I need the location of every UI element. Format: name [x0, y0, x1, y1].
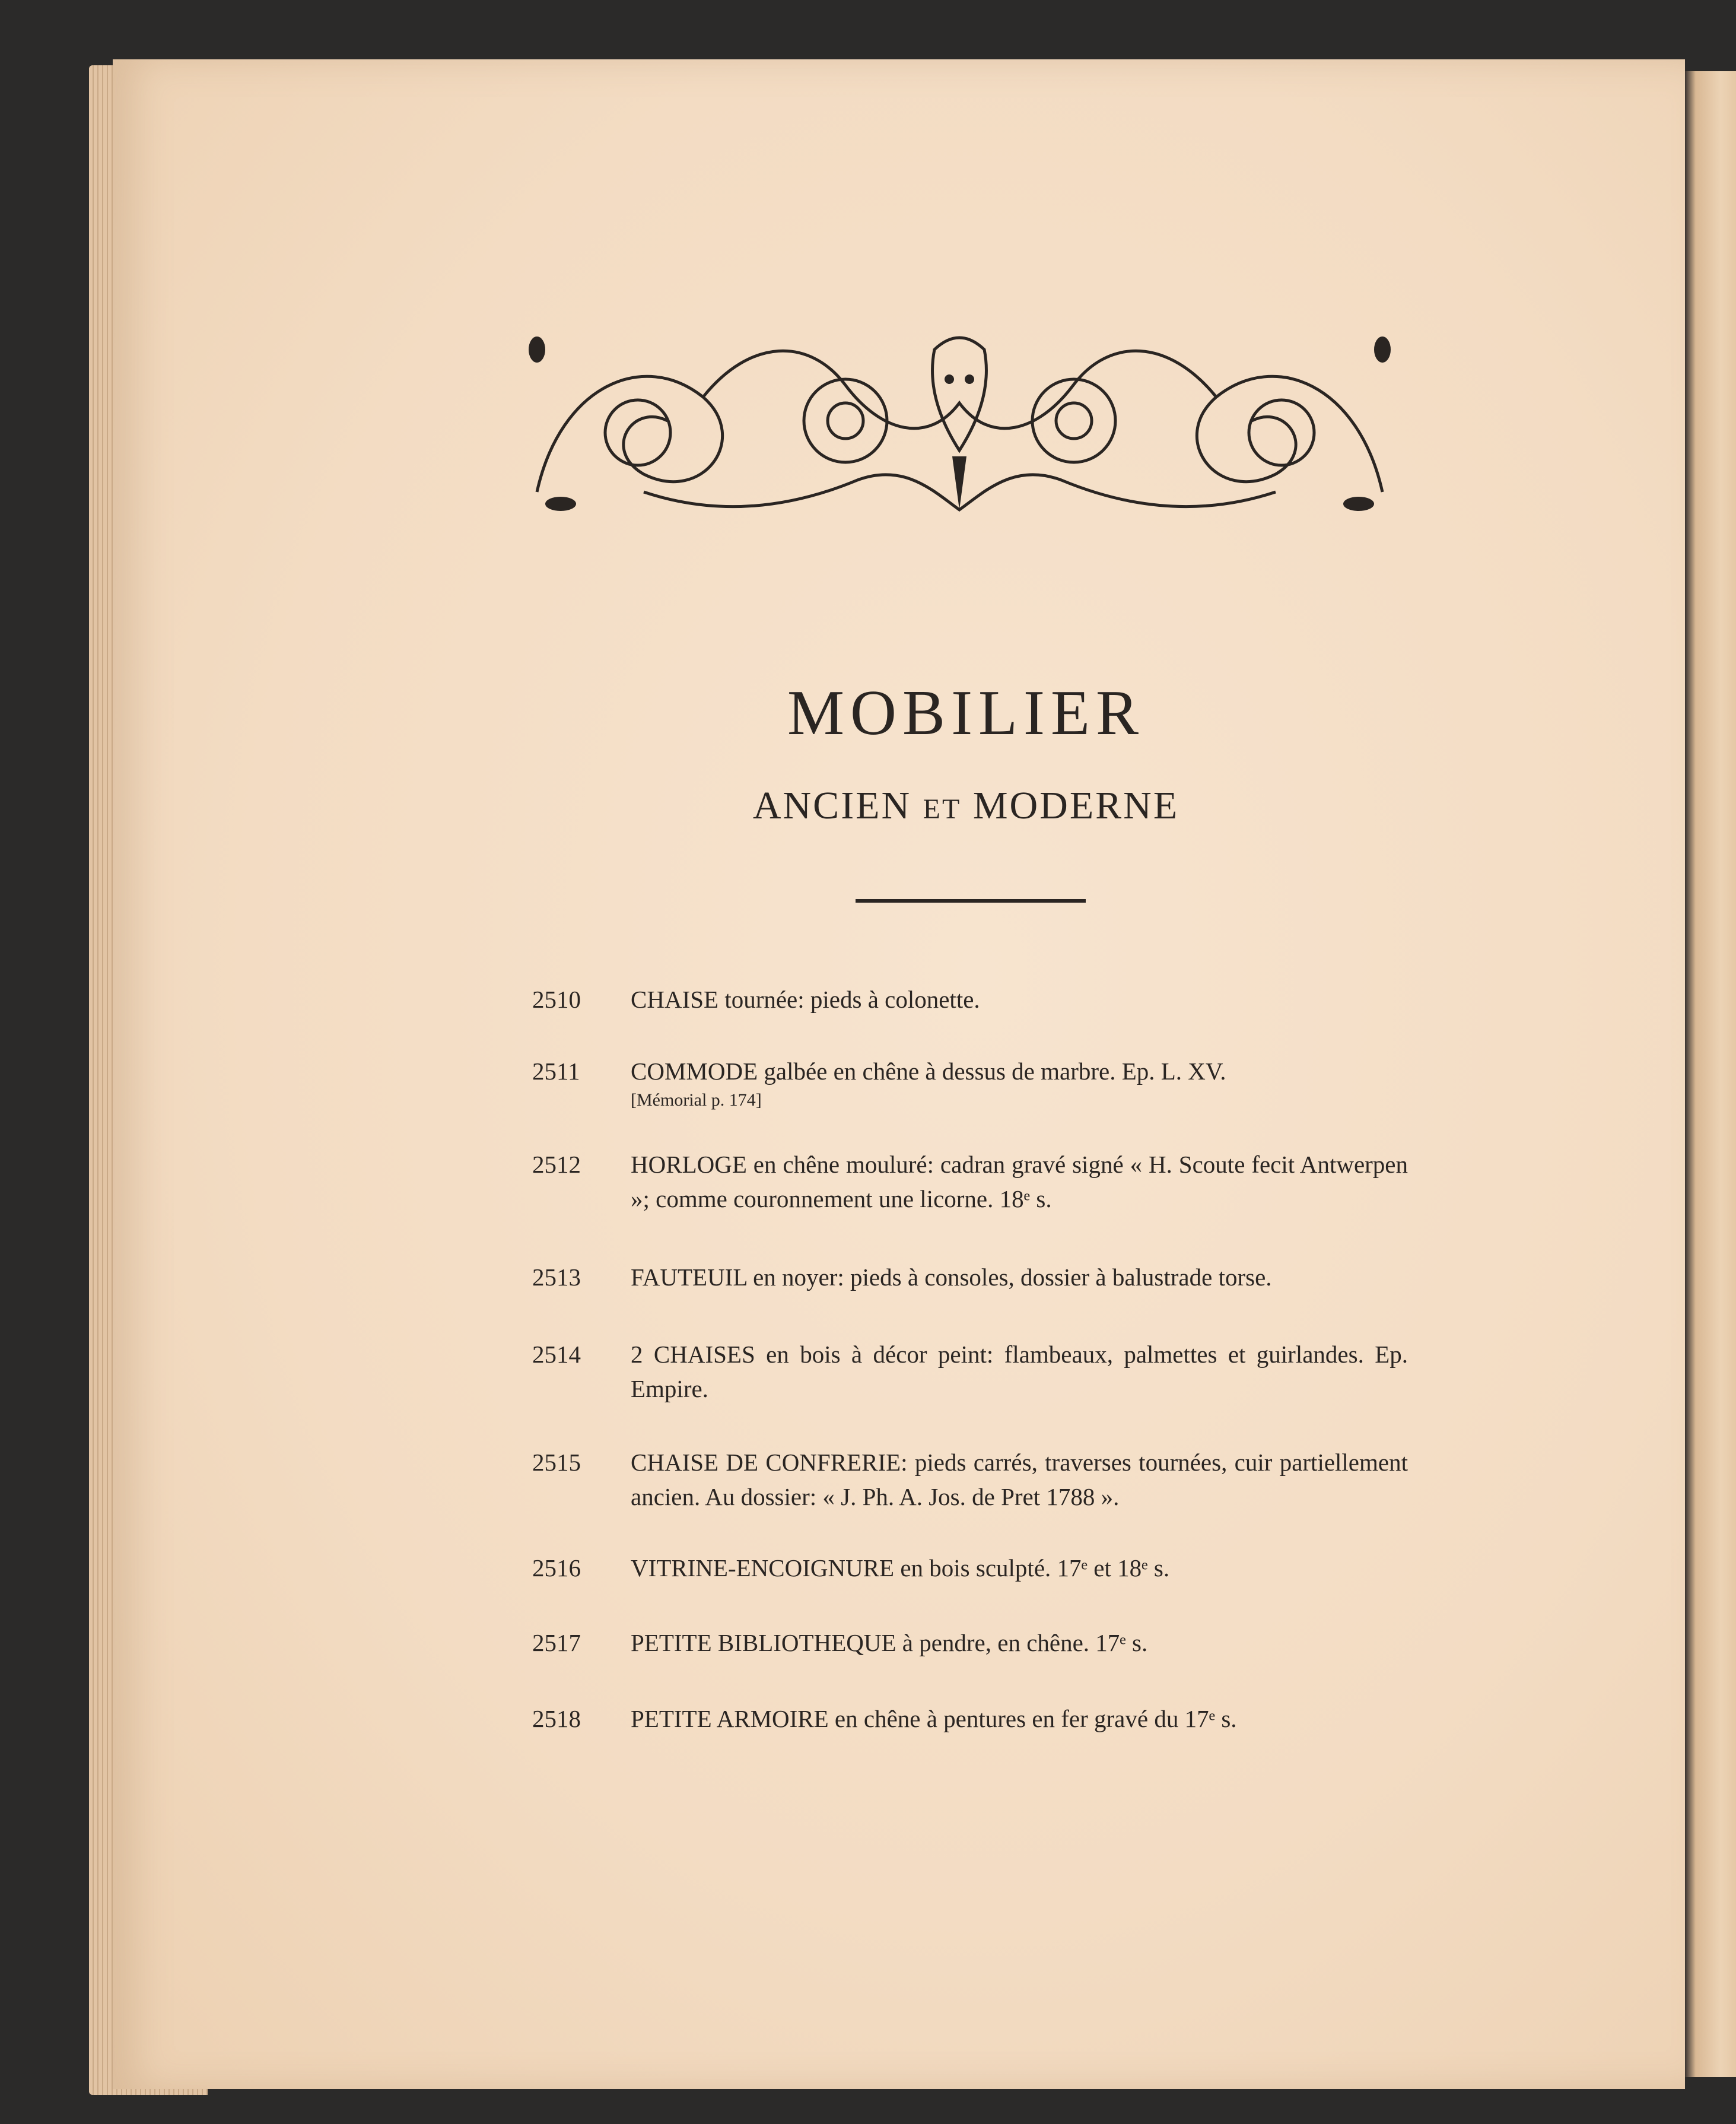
subtitle-word-et: ET: [923, 793, 962, 825]
catalogue-entry: [532, 1551, 1408, 1585]
catalogue-entry: [532, 1445, 1408, 1514]
lot-number: 2516: [532, 1554, 581, 1582]
lot-number: 2514: [532, 1341, 581, 1368]
lot-number: 2512: [532, 1151, 581, 1178]
lot-description: 2 CHAISES en bois à décor peint: flambeaux, palmettes et guirlandes. Ep. Empire.: [631, 1341, 1408, 1402]
catalogue-entry: [532, 1625, 1408, 1660]
ornamental-headpiece: [525, 314, 1394, 528]
subtitle-word-moderne: MODERNE: [972, 784, 1179, 827]
lot-number: 2511: [532, 1058, 580, 1085]
lot-number: 2515: [532, 1449, 581, 1476]
lot-number: 2510: [532, 986, 581, 1013]
lot-number: 2513: [532, 1263, 581, 1291]
divider-rule: [856, 899, 1086, 903]
lot-description: COMMODE galbée en chêne à dessus de marbre. Ep. L. XV.: [631, 1058, 1226, 1085]
catalogue-entry: [532, 1054, 1408, 1112]
lot-description: FAUTEUIL en noyer: pieds à consoles, dossier à balustrade torse.: [631, 1263, 1272, 1291]
lot-description: HORLOGE en chêne mouluré: cadran gravé signé « H. Scoute fecit Antwerpen »; comme couronnement une licorne. 18ᵉ s.: [631, 1151, 1408, 1212]
lot-description: VITRINE-ENCOIGNURE en bois sculpté. 17ᵉ et 18ᵉ s.: [631, 1554, 1170, 1582]
subtitle-word-ancien: ANCIEN: [752, 784, 912, 827]
lot-description: PETITE ARMOIRE en chêne à pentures en fer gravé du 17ᵉ s.: [631, 1705, 1237, 1732]
lot-reference-note: [Mémorial p. 174]: [631, 1090, 762, 1110]
facing-page-edge: [1685, 71, 1736, 2077]
catalogue-entry: [532, 1701, 1408, 1736]
catalogue-entry: [532, 1147, 1408, 1216]
lot-description: PETITE BIBLIOTHEQUE à pendre, en chêne. 17ᵉ s.: [631, 1629, 1148, 1656]
lot-description: CHAISE DE CONFRERIE: pieds carrés, traverses tournées, cuir partiellement ancien. Au dossier: « J. Ph. A. Jos. de Pret 1788 ».: [631, 1449, 1408, 1510]
lot-number: 2518: [532, 1705, 581, 1732]
section-title: MOBILIER: [787, 678, 1144, 748]
section-subtitle: [0, 783, 1736, 828]
catalogue-entry: [532, 982, 1408, 1017]
catalogue-entry: [532, 1337, 1408, 1406]
catalogue-entry: [532, 1260, 1408, 1294]
lot-description: CHAISE tournée: pieds à colonette.: [631, 986, 980, 1013]
lot-number: 2517: [532, 1629, 581, 1656]
